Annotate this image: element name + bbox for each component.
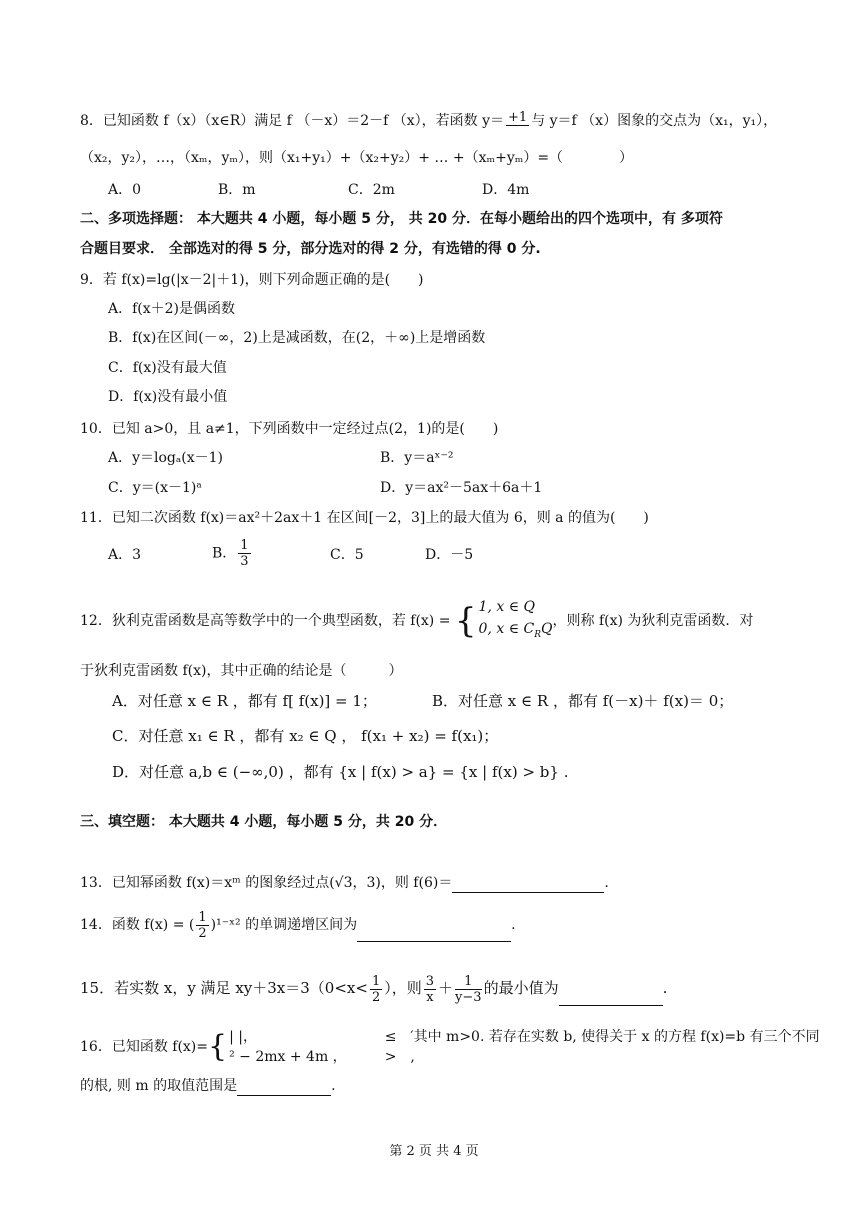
q9-stem: 9．若 f(x)=lg(|x－2|＋1)，则下列命题正确的是( ) [80,272,424,288]
q8-line2: （x₂，y₂），…，（xₘ，yₘ），则（x₁+y₁）+（x₂+y₂）+ … +（xₘ+yₘ）=（ ） [80,150,634,166]
q15-f2-den: x [426,989,434,1005]
q12-brace: { [454,600,477,641]
q16-end: . [331,1078,336,1094]
q13-answer-blank[interactable] [452,874,604,893]
q12-stem-b: ，则称 f(x) 为狄利克雷函数．对 [552,612,754,629]
q16-stem-b: ′其中 m>0. 若存在实数 b, 使得关于 x 的方程 f(x)=b 有三个不同 [410,1029,820,1045]
q11-opt-b-label: B． [212,545,237,562]
q14-answer-blank[interactable] [357,923,511,942]
q16-brace: { [208,1029,228,1064]
q13-stem: 13．已知幂函数 f(x)＝xᵐ 的图象经过点(√3，3)，则 f(6)＝ [80,875,453,891]
q16-comma: , [410,1049,415,1065]
q16-line2-text: 的根, 则 m 的取值范围是 [80,1078,238,1094]
q12-opt-a: A．对任意 x ∈ R ，都有 f[ f(x)] = 1； [112,692,377,710]
q12-case2: 0, x ∈ C [478,621,535,637]
q11-b-den: 3 [240,554,249,569]
q12-opt-d: D．对任意 a,b ∈ (−∞,0) ，都有 {x | f(x) > a} = {x | f(x) > b} . [112,763,569,781]
q9-opt-c: C．f(x)没有最大值 [108,360,227,376]
q10-opt-b: B．y＝aˣ⁻² [380,450,454,466]
q16-line1 [80,1027,820,1067]
q8-line1 [80,110,777,131]
q15-fraction-1 [370,974,382,1005]
q15-line [80,970,667,1006]
q16-stem-a: 16．已知函数 f(x)= [80,1039,208,1055]
q15-stem-a: 15．若实数 x，y 满足 xy＋3x＝3（0<x< [80,979,368,997]
q13-line [80,873,609,893]
q11-opt-a: A．3 [108,547,142,563]
q14-den: 2 [198,925,207,941]
q9-opt-b: B．f(x)在区间(－∞，2)上是减函数，在(2，＋∞)上是增函数 [108,330,486,346]
q16-stem-b-wrap [410,1027,819,1067]
q10-stem: 10．已知 a>0，且 a≠1，下列函数中一定经过点(2，1)的是( ) [80,421,499,437]
q11-stem: 11．已知二次函数 f(x)＝ax²＋2ax＋1 在区间[－2，3]上的最大值为 6，则 a 的值为( ) [80,510,649,526]
q8-text-a: 8．已知函数 f（x）（x∈R）满足 f （－x）＝2－f （x），若函数 y＝ [80,113,505,129]
q12-line2: 于狄利克雷函数 f(x)，其中正确的结论是（ ） [80,663,403,679]
q8-opt-b: B．m [218,182,256,198]
section2-heading-line2: 合题目要求． 全部选对的得 5 分，部分选对的得 2 分，有选错的得 0 分. [80,241,541,257]
q12-stem-a: 12．狄利克雷函数是高等数学中的一个典型函数，若 f(x) = [80,612,455,629]
q11-opt-b-fraction [238,538,250,569]
q10-opt-a: A．y＝logₐ(x－1) [108,450,224,466]
q12-opt-c: C．对任意 x₁ ∈ R ，都有 x₂ ∈ Q ， f(x₁ + x₂) = f(x₁)； [112,727,499,745]
q16-answer-blank[interactable] [237,1077,331,1096]
q15-fraction-3 [455,974,482,1005]
section3-heading: 三、填空题： 本大题共 4 小题，每小题 5 分，共 20 分． [80,814,448,830]
q8-opt-a: A．0 [108,182,142,198]
q15-stem-c: 的最小值为 [483,979,559,997]
q14-num: 1 [198,909,207,925]
q11-opt-c: C．5 [330,547,364,563]
q16-cases [229,1027,347,1067]
q16-line2 [80,1076,336,1096]
q16-case1: | |， [229,1029,257,1045]
q8-text-b: 与 y＝f （x）图象的交点为（x₁，y₁）， [531,113,778,129]
section2-heading-line1: 二、多项选择题： 本大题共 4 小题，每小题 5 分， 共 20 分．在每小题给出的四个选项中，有 多项符 [80,211,723,227]
q11-opt-d: D．－5 [425,547,474,563]
q15-answer-blank[interactable] [559,985,663,1006]
q15-stem-b: ），则 [384,979,422,997]
q14-stem-a: 14．函数 f(x) = ( [80,917,195,933]
q12-case2-end: Q [541,621,553,637]
q14-fraction [196,910,208,941]
q8-fraction [506,110,529,126]
q10-opt-d: D．y＝ax²－5ax＋6a＋1 [380,480,543,496]
q8-opt-c: C．2m [348,182,395,198]
q12-case2-line [479,618,553,646]
q16-conditions [385,1027,397,1067]
q15-fraction-2 [424,974,436,1005]
q15-f3-num: 1 [455,974,482,990]
q15-f3-den: y−3 [455,989,482,1005]
q14-end: . [511,917,516,933]
q15-f2-num: 3 [425,973,435,989]
page-footer: 第 2 页 共 4 页 [389,1144,479,1159]
q9-opt-d: D．f(x)没有最小值 [108,389,228,405]
q12-stem [80,596,753,646]
q15-plus: ＋ [438,979,454,997]
q8-opt-d: D．4m [482,182,530,198]
q13-end: . [604,875,609,891]
q14-stem-b: )¹⁻ˣ² 的单调递增区间为 [210,917,358,933]
q8-frac-num: +1 [508,110,528,125]
q9-opt-a: A．f(x＋2)是偶函数 [108,301,236,317]
q16-le: ≤ [384,1029,397,1045]
q11-opt-b [212,538,253,569]
q16-gt: > [384,1049,397,1065]
q15-f1-den: 2 [371,989,381,1005]
q12-cases [479,596,553,646]
q16-case2: ² − 2mx + 4m ， [229,1049,347,1065]
q12-case2-sub: R [534,629,542,640]
q15-f1-num: 1 [371,973,381,989]
q12-case1: 1, x ∈ Q [478,599,535,615]
q11-b-num: 1 [240,538,249,553]
q15-end: . [662,979,668,997]
q10-opt-c: C．y＝(x－1)ᵃ [108,480,202,496]
q12-opt-b: B．对任意 x ∈ R ，都有 f(－x)＋ f(x)＝ 0； [432,692,734,710]
q14-line [80,908,516,942]
